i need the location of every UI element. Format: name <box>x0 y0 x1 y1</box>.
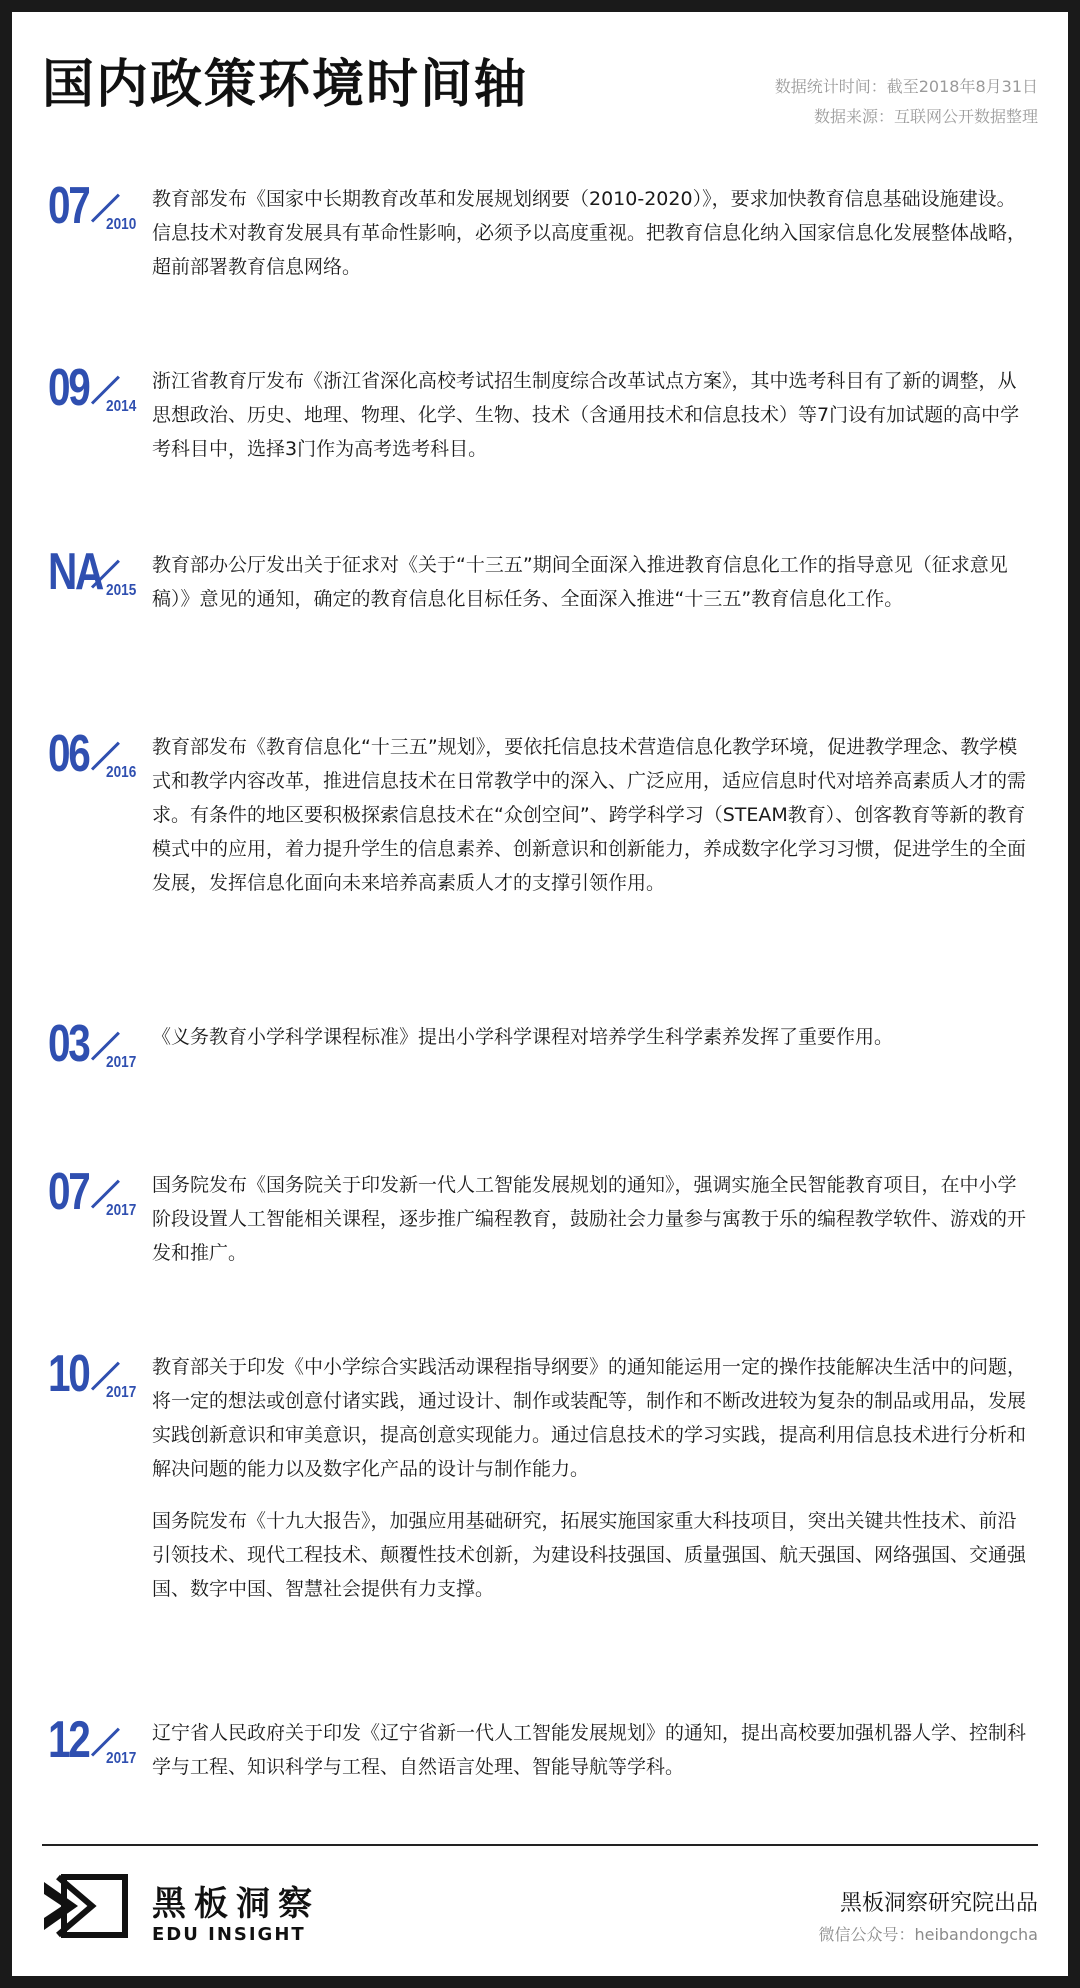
meta-info <box>775 72 1038 132</box>
date-mark <box>48 1711 158 1788</box>
entry-year: 2017 <box>106 1054 137 1071</box>
entry-month: 06 <box>48 725 89 783</box>
entry-text <box>152 1350 1032 1624</box>
entry-paragraph: 国务院发布《国务院关于印发新一代人工智能发展规划的通知》，强调实施全民智能教育项目，在中小学阶段设置人工智能相关课程，逐步推广编程教育，鼓励社会力量参与寓教于乐的编程教学软件、游戏的开发和推广。 <box>152 1174 1027 1264</box>
brand-logo-icon <box>44 1874 128 1938</box>
entry-paragraph: 《义务教育小学科学课程标准》提出小学科学课程对培养学生科学素养发挥了重要作用。 <box>152 1026 894 1048</box>
page-title: 国内政策环境时间轴 <box>42 55 529 115</box>
entry-text <box>152 182 1032 302</box>
entry-paragraph: 辽宁省人民政府关于印发《辽宁省新一代人工智能发展规划》的通知，提出高校要加强机器人学、控制科学与工程、知识科学与工程、自然语言处理、智能导航等学科。 <box>152 1722 1027 1778</box>
entry-text <box>152 1168 1032 1288</box>
entry-month: NA <box>48 543 102 601</box>
entry-month: 10 <box>48 1345 89 1403</box>
date-mark <box>48 543 158 620</box>
entry-month: 09 <box>48 359 89 417</box>
entry-month: 07 <box>48 1163 89 1221</box>
date-mark <box>48 1163 158 1240</box>
credit-line: 黑板洞察研究院出品 <box>839 1891 1038 1916</box>
entry-paragraph: 国务院发布《十九大报告》，加强应用基础研究，拓展实施国家重大科技项目，突出关键共性技术、前沿引领技术、现代工程技术、颠覆性技术创新，为建设科技强国、质量强国、航天强国、网络强国、交通强国、数字中国、智慧社会提供有力支撑。 <box>152 1510 1027 1600</box>
entry-year: 2016 <box>106 764 137 781</box>
entry-year: 2017 <box>106 1202 137 1219</box>
date-mark <box>48 1015 158 1092</box>
brand-name-en: EDU INSIGHT <box>152 1924 306 1945</box>
entry-text <box>152 364 1032 484</box>
entry-text <box>152 730 1032 918</box>
entry-month: 12 <box>48 1711 89 1769</box>
entry-year: 2015 <box>106 582 137 599</box>
infographic-page <box>12 12 1068 1976</box>
entry-paragraph: 教育部发布《国家中长期教育改革和发展规划纲要（2010-2020）》，要求加快教育信息基础设施建设。信息技术对教育发展具有革命性影响，必须予以高度重视。把教育信息化纳入国家信息化发展整体战略，超前部署教育信息网络。 <box>152 188 1027 278</box>
entry-year: 2010 <box>106 216 137 233</box>
entry-text <box>152 548 1032 634</box>
date-mark <box>48 725 158 802</box>
entry-paragraph: 浙江省教育厅发布《浙江省深化高校考试招生制度综合改革试点方案》，其中选考科目有了新的调整，从思想政治、历史、地理、物理、化学、生物、技术（含通用技术和信息技术）等7门设有加试题的高中学考科目中，选择3门作为高考选考科目。 <box>152 370 1020 460</box>
entry-year: 2017 <box>106 1750 137 1767</box>
entry-year: 2017 <box>106 1384 137 1401</box>
date-mark <box>48 1345 158 1422</box>
brand-name-cn: 黑板洞察 <box>152 1884 320 1924</box>
entry-month: 03 <box>48 1015 89 1073</box>
entry-text <box>152 1716 1032 1802</box>
entry-paragraph: 教育部发布《教育信息化“十三五”规划》，要依托信息技术营造信息化教学环境，促进教学理念、教学模式和教学内容改革，推进信息技术在日常教学中的深入、广泛应用，适应信息时代对培养高素质人才的需求。有条件的地区要积极探索信息技术在“众创空间”、跨学科学习（STEAM教育）、创客教育等新的教育模式中的应用，着力提升学生的信息素养、创新意识和创新能力，养成数字化学习习惯，促进学生的全面发展，发挥信息化面向未来培养高素质人才的支撑引领作用。 <box>152 736 1027 894</box>
date-mark <box>48 177 158 254</box>
stat-time: 数据统计时间：截至2018年8月31日 <box>774 77 1038 96</box>
entry-month: 07 <box>48 177 89 235</box>
footer-divider <box>42 1844 1038 1846</box>
date-mark <box>48 359 158 436</box>
wechat-account: 微信公众号：heibandongcha <box>818 1925 1038 1944</box>
entry-paragraph: 教育部关于印发《中小学综合实践活动课程指导纲要》的通知能运用一定的操作技能解决生活中的问题，将一定的想法或创意付诸实践，通过设计、制作或装配等，制作和不断改进较为复杂的制品或用品，发展实践创新意识和审美意识，提高创意实现能力。通过信息技术的学习实践，提高利用信息技术进行分析和解决问题的能力以及数字化产品的设计与制作能力。 <box>152 1356 1027 1480</box>
data-source: 数据来源：互联网公开数据整理 <box>813 107 1038 126</box>
entry-paragraph: 教育部办公厅发出关于征求对《关于“十三五”期间全面深入推进教育信息化工作的指导意见（征求意见稿）》意见的通知，确定的教育信息化目标任务、全面深入推进“十三五”教育信息化工作。 <box>152 554 1008 610</box>
entry-text <box>152 1020 1032 1072</box>
entry-year: 2014 <box>106 398 137 415</box>
